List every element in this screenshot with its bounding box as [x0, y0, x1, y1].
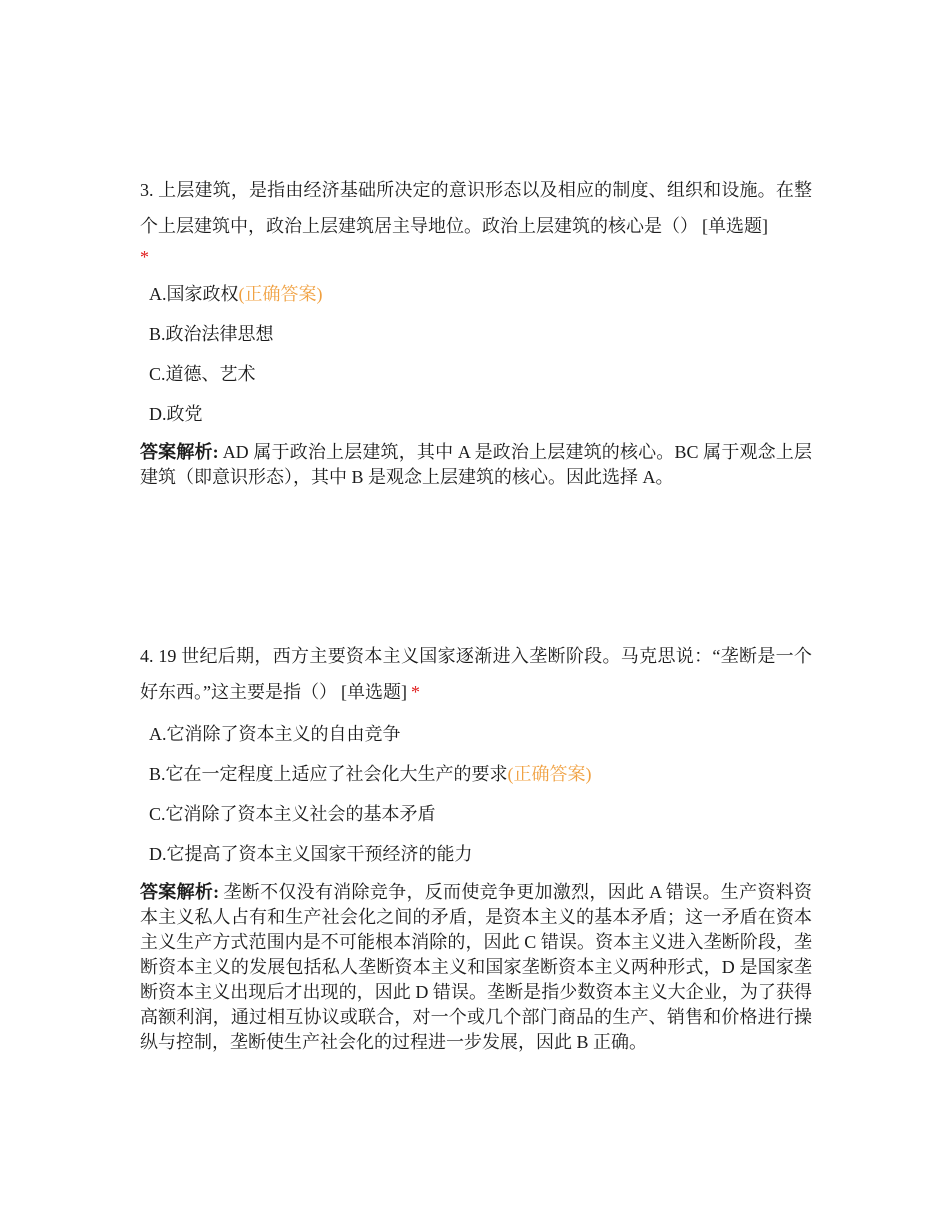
question-type-label: [单选题] [341, 682, 407, 702]
analysis-label: 答案解析: [140, 442, 219, 462]
analysis-text: 垄断不仅没有消除竞争，反而使竞争更加激烈，因此 A 错误。生产资料资本主义私人占有和生产社会化之间的矛盾，是资本主义的基本矛盾；这一矛盾在资本主义生产方式范围内是不可能根本消除的，因此 C 错误。资本主义进入垄断阶段，垄断资本主义的发展包括私人垄断资本主义和国家垄断资本主义两种形式，D 是国家垄断资本主义出现后才出现的，因此 D 错误。垄断是指少数资本主义大企业，为了获得高额利润，通过相互协议或联合，对一个或几个部门商品的生产、销售和价格进行操纵与控制，垄断使生产社会化的过程进一步发展，因此 B 正确。 [140, 882, 812, 1052]
answer-analysis [140, 440, 812, 490]
option-a[interactable] [140, 274, 812, 314]
option-c[interactable] [140, 354, 812, 394]
option-label: A.它消除了资本主义的自由竞争 [149, 724, 401, 744]
option-label: D.它提高了资本主义国家干预经济的能力 [149, 844, 473, 864]
option-label: C.它消除了资本主义社会的基本矛盾 [149, 804, 436, 824]
question-3 [140, 172, 812, 490]
option-list [140, 714, 812, 874]
question-text: 4. 19 世纪后期，西方主要资本主义国家逐渐进入垄断阶段。马克思说：“垄断是一个好东西。”这主要是指（） [140, 646, 812, 702]
option-d[interactable] [140, 834, 812, 874]
correct-answer-tag: (正确答案) [507, 764, 592, 784]
option-d[interactable] [140, 394, 812, 434]
option-label: B.政治法律思想 [149, 324, 274, 344]
question-stem [140, 172, 812, 270]
option-b[interactable] [140, 314, 812, 354]
option-label: D.政党 [149, 404, 203, 424]
answer-analysis [140, 880, 812, 1055]
option-a[interactable] [140, 714, 812, 754]
question-text: 3. 上层建筑，是指由经济基础所决定的意识形态以及相应的制度、组织和设施。在整个上层建筑中，政治上层建筑居主导地位。政治上层建筑的核心是（） [140, 180, 812, 236]
question-type-label: [单选题] [702, 216, 768, 236]
option-label: A.国家政权 [149, 284, 239, 304]
correct-answer-tag: (正确答案) [238, 284, 323, 304]
option-label: B.它在一定程度上适应了社会化大生产的要求 [149, 764, 508, 784]
option-label: C.道德、艺术 [149, 364, 256, 384]
required-mark: * [411, 682, 420, 702]
option-c[interactable] [140, 794, 812, 834]
question-stem [140, 638, 812, 710]
question-4 [140, 638, 812, 1055]
option-b[interactable] [140, 754, 812, 794]
option-list [140, 274, 812, 434]
required-mark: * [140, 247, 149, 267]
analysis-label: 答案解析: [140, 882, 220, 902]
analysis-text: AD 属于政治上层建筑，其中 A 是政治上层建筑的核心。BC 属于观念上层建筑（即意识形态），其中 B 是观念上层建筑的核心。因此选择 A。 [140, 442, 813, 487]
